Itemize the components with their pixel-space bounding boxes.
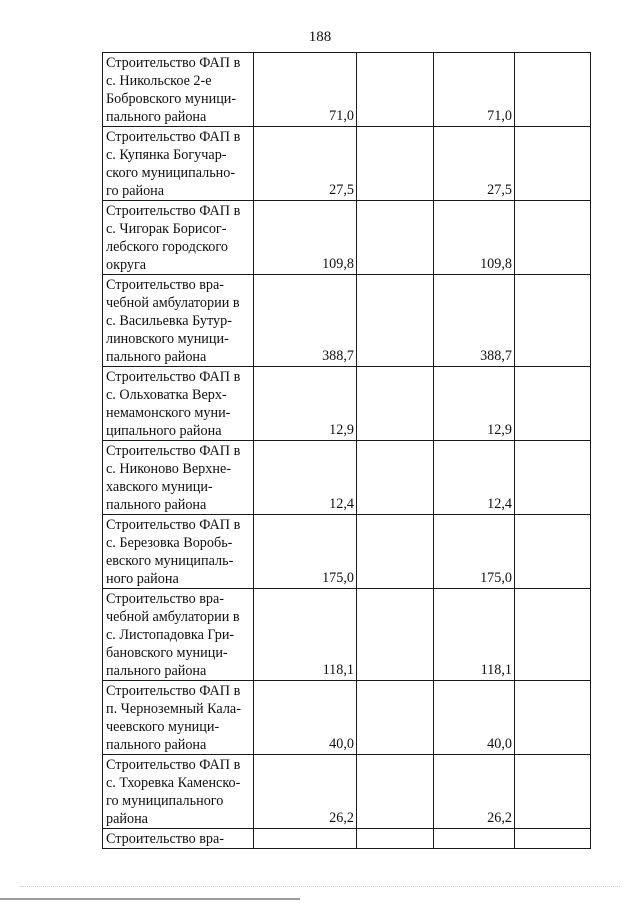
table-row (103, 275, 591, 367)
description-line: пального района (106, 663, 207, 679)
description-line: пального района (106, 109, 207, 125)
table-row (103, 53, 591, 127)
amount-cell-col2: 388,7 (254, 275, 357, 367)
amount-cell-col3 (357, 681, 434, 755)
table-row (103, 441, 591, 515)
amount-cell-col4 (434, 829, 515, 849)
amount-cell-col3 (357, 441, 434, 515)
amount-cell-col4: 71,0 (434, 53, 515, 127)
description-line: Строительство вра- (106, 277, 225, 293)
amount-cell-col3 (357, 515, 434, 589)
amount-cell-col5 (515, 681, 591, 755)
description-line: Строительство ФАП в (106, 369, 241, 385)
project-description-cell (103, 755, 254, 829)
description-line: Бобровского муници- (106, 91, 237, 107)
description-line: линовского муници- (106, 331, 229, 347)
table-row (103, 515, 591, 589)
description-line: с. Купянка Богучар- (106, 147, 227, 163)
project-description-cell (103, 367, 254, 441)
description-line: Строительство ФАП в (106, 683, 241, 699)
table-row (103, 201, 591, 275)
amount-cell-col4: 26,2 (434, 755, 515, 829)
amount-cell-col5 (515, 755, 591, 829)
description-line: пального района (106, 737, 207, 753)
amount-cell-col4: 40,0 (434, 681, 515, 755)
description-line: немамонского муни- (106, 405, 231, 421)
description-line: с. Чигорак Борисог- (106, 221, 227, 237)
amount-cell-col2: 12,4 (254, 441, 357, 515)
description-line: чебной амбулатории в (106, 609, 240, 625)
project-description-cell (103, 127, 254, 201)
amount-cell-col4: 388,7 (434, 275, 515, 367)
description-line: го района (106, 183, 165, 199)
description-line: евского муниципаль- (106, 553, 234, 569)
description-line: Строительство ФАП в (106, 757, 241, 773)
table-body (103, 53, 591, 849)
description-line: с. Ольховатка Верх- (106, 387, 227, 403)
description-line: Строительство ФАП в (106, 517, 241, 533)
table-row (103, 829, 591, 849)
budget-table (102, 52, 591, 849)
description-line: бановского муници- (106, 645, 228, 661)
amount-cell-col5 (515, 201, 591, 275)
amount-cell-col5 (515, 53, 591, 127)
table-row (103, 127, 591, 201)
project-description-cell (103, 201, 254, 275)
description-line: Строительство ФАП в (106, 129, 241, 145)
amount-cell-col2: 27,5 (254, 127, 357, 201)
amount-cell-col5 (515, 441, 591, 515)
project-description-cell (103, 441, 254, 515)
amount-cell-col2: 175,0 (254, 515, 357, 589)
table-row (103, 367, 591, 441)
amount-cell-col2: 26,2 (254, 755, 357, 829)
project-description-cell (103, 681, 254, 755)
scan-noise-line (20, 886, 620, 888)
description-line: района (106, 811, 148, 827)
amount-cell-col2: 40,0 (254, 681, 357, 755)
description-line: ципального района (106, 423, 222, 439)
amount-cell-col4: 118,1 (434, 589, 515, 681)
amount-cell-col3 (357, 367, 434, 441)
description-line: с. Васильевка Бутур- (106, 313, 232, 329)
description-line: лебского городского (106, 239, 228, 255)
table-row (103, 755, 591, 829)
project-description-cell (103, 829, 254, 849)
description-line: с. Березовка Воробь- (106, 535, 233, 551)
project-description-cell (103, 515, 254, 589)
description-line: чеевского муници- (106, 719, 220, 735)
description-line: с. Никольское 2-е (106, 73, 212, 89)
description-line: го муниципального (106, 793, 224, 809)
amount-cell-col4: 175,0 (434, 515, 515, 589)
amount-cell-col5 (515, 589, 591, 681)
amount-cell-col2 (254, 829, 357, 849)
amount-cell-col4: 109,8 (434, 201, 515, 275)
description-line: ного района (106, 571, 179, 587)
description-line: пального района (106, 349, 207, 365)
amount-cell-col4: 12,4 (434, 441, 515, 515)
scan-edge-mark (0, 898, 300, 900)
description-line: с. Никоново Верхне- (106, 461, 231, 477)
description-line: Строительство вра- (106, 831, 225, 847)
description-line: Строительство вра- (106, 591, 225, 607)
description-line: Строительство ФАП в (106, 443, 241, 459)
description-line: хавского муници- (106, 479, 213, 495)
amount-cell-col5 (515, 829, 591, 849)
amount-cell-col3 (357, 829, 434, 849)
amount-cell-col3 (357, 53, 434, 127)
description-line: чебной амбулатории в (106, 295, 240, 311)
table-row (103, 589, 591, 681)
amount-cell-col2: 118,1 (254, 589, 357, 681)
description-line: округа (106, 257, 147, 273)
amount-cell-col3 (357, 275, 434, 367)
amount-cell-col5 (515, 127, 591, 201)
amount-cell-col2: 12,9 (254, 367, 357, 441)
project-description-cell (103, 589, 254, 681)
table-row (103, 681, 591, 755)
amount-cell-col2: 109,8 (254, 201, 357, 275)
amount-cell-col3 (357, 755, 434, 829)
description-line: Строительство ФАП в (106, 55, 241, 71)
description-line: ского муниципально- (106, 165, 236, 181)
description-line: пального района (106, 497, 207, 513)
description-line: п. Черноземный Кала- (106, 701, 241, 717)
description-line: с. Листопадовка Гри- (106, 627, 235, 643)
description-line: с. Тхоревка Каменско- (106, 775, 241, 791)
project-description-cell (103, 53, 254, 127)
page-number: 188 (308, 29, 332, 45)
description-line: Строительство ФАП в (106, 203, 241, 219)
amount-cell-col5 (515, 367, 591, 441)
amount-cell-col3 (357, 201, 434, 275)
amount-cell-col3 (357, 589, 434, 681)
amount-cell-col3 (357, 127, 434, 201)
amount-cell-col2: 71,0 (254, 53, 357, 127)
amount-cell-col4: 27,5 (434, 127, 515, 201)
project-description-cell (103, 275, 254, 367)
amount-cell-col5 (515, 275, 591, 367)
amount-cell-col4: 12,9 (434, 367, 515, 441)
amount-cell-col5 (515, 515, 591, 589)
